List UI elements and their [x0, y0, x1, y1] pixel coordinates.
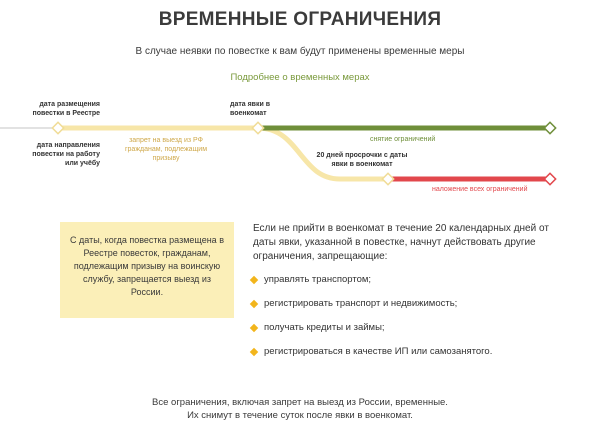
restrictions-intro: Если не прийти в военкомат в течение 20 календарных дней от даты явки, указанной в повестке, начнут действовать другие ограничения, запрещающие:	[253, 223, 549, 262]
restriction-item	[251, 322, 561, 333]
footer-line: Все ограничения, включая запрет на выезд из России, временные.	[152, 397, 448, 408]
label-exit-ban: запрет на выезд из РФ гражданам, подлежащим призыву	[124, 137, 208, 162]
bullet-diamond-icon	[250, 347, 258, 355]
restriction-item-text: регистрироваться в качестве ИП или самозанятого.	[264, 346, 493, 357]
more-about-measures-link[interactable]: Подробнее о временных мерах	[230, 72, 370, 83]
removed-end-marker	[544, 122, 555, 133]
exit-ban-note: С даты, когда повестка размещена в Реестре повесток, гражданам, подлежащим призыву на воинскую службу, запрещается выезд из России.	[60, 222, 234, 318]
footer-line: Их снимут в течение суток после явки в военкомат.	[187, 410, 413, 421]
label-restrictions-removed: снятие ограничений	[370, 136, 436, 143]
label-registry-date: дата размещения повестки в Реестре	[32, 101, 100, 117]
restriction-item	[251, 298, 561, 309]
overdue-date-marker	[382, 173, 393, 184]
bullet-diamond-icon	[250, 275, 258, 283]
all-restrictions-end-marker	[544, 173, 555, 184]
bullet-diamond-icon	[250, 323, 258, 331]
label-overdue-20-days: 20 дней просрочки с даты явки в военкомат	[316, 152, 408, 168]
page-subtitle: В случае неявки по повестке к вам будут применены временные меры	[135, 46, 465, 57]
appearance-date-marker	[252, 122, 263, 133]
restriction-item	[251, 274, 561, 285]
restriction-item	[251, 346, 561, 357]
page-title: ВРЕМЕННЫЕ ОГРАНИЧЕНИЯ	[158, 9, 442, 30]
footer-note	[0, 396, 600, 422]
bullet-diamond-icon	[250, 299, 258, 307]
label-appearance-date: дата явки в военкомат	[230, 101, 271, 117]
registry-date-marker	[52, 122, 63, 133]
label-sent-date: дата направления повестки на работу или учёбу	[32, 142, 100, 167]
restriction-item-text: получать кредиты и займы;	[264, 322, 385, 333]
restriction-item-text: управлять транспортом;	[264, 274, 372, 285]
restriction-item-text: регистрировать транспорт и недвижимость;	[264, 298, 458, 309]
label-all-restrictions: наложение всех ограничений	[432, 186, 528, 193]
